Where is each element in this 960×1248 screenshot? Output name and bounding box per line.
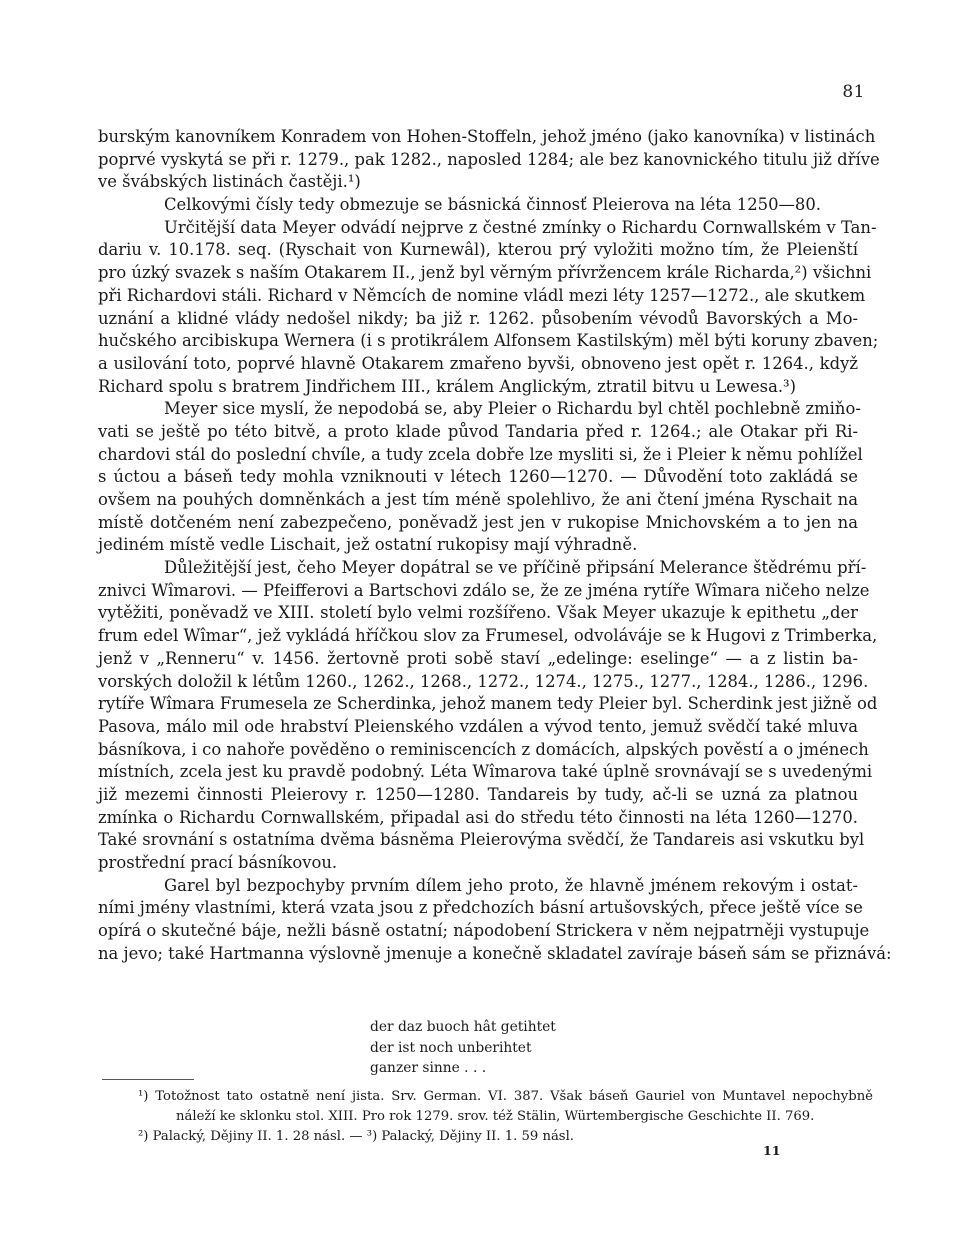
footnote-line: náleží ke sklonku stol. XIII. Pro rok 1279. srov. též Stälin, Würtembergische Geschichte II. 769.: [176, 1108, 815, 1124]
text-line: s úctou a báseň tedy mohla vzniknouti v létech 1260—1270. — Důvodění toto zakládá se: [98, 467, 858, 487]
footnote-line: ²) Palacký, Dějiny II. 1. 28 násl. — ³) Palacký, Dějiny II. 1. 59 násl.: [138, 1128, 574, 1144]
text-line: Pasova, málo mil ode hrabství Pleienského vzdálen a vývod tento, jemuž svědčí také mluva: [98, 716, 858, 736]
verse-line: der ist noch unberihtet: [370, 1039, 532, 1056]
text-line: Garel byl bezpochyby prvním dílem jeho proto, že hlavně jménem rekovým i ostat-: [164, 875, 858, 895]
text-line: Richard spolu s bratrem Jindřichem III., králem Anglickým, ztratil bitvu u Lewesa.³): [98, 376, 797, 396]
text-line: poprvé vyskytá se při r. 1279., pak 1282., naposled 1284; ale bez kanovnického titulu již dříve: [98, 149, 880, 169]
footnotes: [138, 1087, 873, 1146]
footnote-line: ¹) Totožnost tato ostatně není jista. Srv. German. VI. 387. Však báseň Gauriel von Muntavel nepochybně: [138, 1089, 873, 1104]
text-line: vati se ještě po této bitvě, a proto klade původ Tandaria před r. 1264.; ale Otakar při Ri-: [98, 421, 858, 441]
text-line: opírá o skutečné báje, nežli básně ostatní; nápodobení Strickera v něm nejpatrněji vystupuje: [98, 921, 870, 941]
text-line: Celkovými čísly tedy obmezuje se básnická činnosť Pleierova na léta 1250—80.: [164, 195, 821, 215]
text-line: na jevo; také Hartmanna výslovně jmenuje a konečně skladatel zavíraje báseň sám se přiznává:: [98, 943, 892, 963]
verse-line: der daz buoch hât getihtet: [370, 1019, 556, 1035]
text-line: chardovi stál do poslední chvíle, a tudy zcela dobře lze mysliti si, že i Pleier k němu pohlížel: [98, 444, 863, 464]
footnote-separator: [102, 1079, 194, 1080]
text-line: rytíře Wîmara Frumesela ze Scherdinka, jehož manem tedy Pleier byl. Scherdink jest jižně od: [98, 694, 878, 714]
text-line: ními jmény vlastními, která vzata jsou z předchozích básní artušovských, přece ještě více se: [98, 898, 863, 918]
text-line: místních, zcela jest ku pravdě podobný. Léta Wîmarova také úplně srovnávají se s uvedenými: [98, 762, 873, 782]
text-line: Důležitější jest, čeho Meyer dopátral se ve příčině připsání Melerance štědrému pří-: [164, 558, 867, 578]
verse-quotation: [370, 1017, 670, 1079]
text-line: Meyer sice myslí, že nepodobá se, aby Pleier o Richardu byl chtěl pochlebně zmiňo-: [164, 399, 861, 419]
text-line: znivci Wîmarovi. — Pfeifferovi a Bartschovi zdálo se, že ze jména rytíře Wîmara ničeho nelze: [98, 580, 870, 600]
text-line: vorských doložil k létům 1260., 1262., 1268., 1272., 1274., 1275., 1277., 1284., 1286., 1296.: [98, 671, 869, 691]
text-line: dariu v. 10.178. seq. (Ryschait von Kurnewâl), kterou prý vyložiti možno tím, že Pleienští: [98, 240, 858, 260]
text-line: jenž v „Renneru“ v. 1456. žertovně proti sobě staví „edelinge: eselinge“ — a z listin ba-: [98, 648, 858, 668]
verse-line: ganzer sinne . . .: [370, 1060, 487, 1076]
text-line: při Richardovi stáli. Richard v Němcích de nomine vládl mezi léty 1257—1272., ale skutkem: [98, 285, 866, 305]
text-line: vytěžiti, poněvadž ve XIII. století bylo velmi rozšířeno. Však Meyer ukazuje k epithetu „der: [98, 603, 858, 623]
text-line: prostřední prací básníkovou.: [98, 853, 338, 872]
text-line: Určitější data Meyer odvádí nejprve z čestné zmínky o Richardu Cornwallském v Tan-: [164, 217, 877, 237]
text-line: uznání a klidné vlády nedošel nikdy; ba již r. 1262. působením vévodů Bavorských a Mo-: [98, 308, 858, 328]
text-line: ovšem na pouhých domněnkách a jest tím méně spolehlivo, že ani čtení jména Ryschait na: [98, 490, 858, 509]
text-line: a usilování toto, poprvé hlavně Otakarem zmařeno byvši, obnoveno jest opět r. 1264., když: [98, 353, 858, 373]
page-number: 81: [842, 82, 865, 102]
text-line: Také srovnání s ostatníma dvěma básněma Pleierovýma svědčí, že Tandareis asi vskutku byl: [98, 830, 865, 850]
text-line: básníkova, i co nahoře pověděno o reminiscencích z domácích, alpských pověstí a o jménech: [98, 739, 869, 759]
text-line: hučského arcibiskupa Wernera (i s protikrálem Alfonsem Kastilským) měl býti koruny zbaven;: [98, 331, 879, 351]
text-line: zmínka o Richardu Cornwallském, připadal asi do středu této činnosti na léta 1260—1270.: [98, 807, 858, 827]
text-line: místě dotčeném není zabezpečeno, poněvadž jest jen v rukopise Mnichovském a to jen na: [98, 512, 858, 532]
body-text: [98, 126, 892, 965]
text-line: jediném místě vedle Lischait, jež ostatní rukopisy mají výhradně.: [98, 535, 638, 555]
text-line: ve švábských listinách častěji.¹): [98, 172, 361, 192]
text-line: pro úzký svazek s naším Otakarem II., jenž byl věrným přívržencem krále Richarda,²) všichni: [98, 263, 872, 283]
text-line: již mezemi činnosti Pleierovy r. 1250—1280. Tandareis by tudy, ač-li se uzná za platnou: [98, 784, 858, 804]
text-line: burským kanovníkem Konradem von Hohen-Stoffeln, jehož jméno (jako kanovníka) v listinách: [98, 127, 876, 146]
printer-signature: 11: [763, 1143, 781, 1158]
text-line: frum edel Wîmar“, jež vykládá hříčkou slov za Frumesel, odvoláváje se k Hugovi z Trimberka,: [98, 626, 878, 646]
